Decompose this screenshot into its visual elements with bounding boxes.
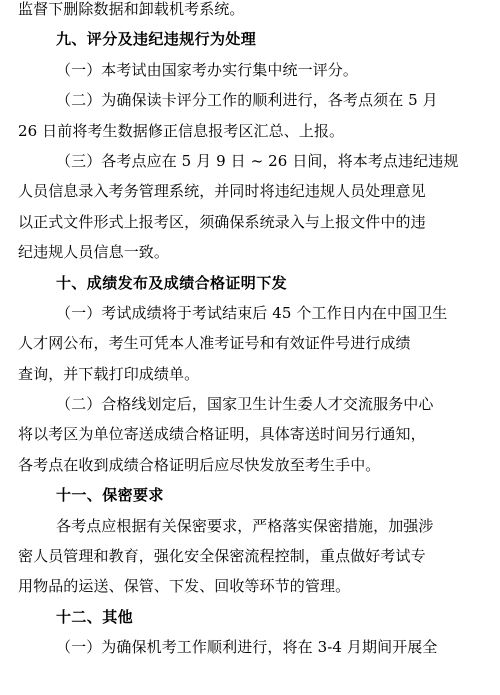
text-line: 查询，并下载打印成绩单。 <box>18 364 200 383</box>
text-line: （一）考试成绩将于考试结束后 45 个工作日内在中国卫生 <box>56 303 448 322</box>
section-heading: 十二、其他 <box>56 607 134 626</box>
text-line: （一）为确保机考工作顺利进行，将在 3-4 月期间开展全 <box>56 638 438 657</box>
text-line: （二）合格线划定后，国家卫生计生委人才交流服务中心 <box>56 395 434 414</box>
document-page <box>18 0 478 663</box>
text-line: 将以考区为单位寄送成绩合格证明，具体寄送时间另行通知， <box>18 425 426 444</box>
text-line: 监督下删除数据和卸载机考系统。 <box>18 0 245 18</box>
text-line: 各考点应根据有关保密要求，严格落实保密措施，加强涉 <box>56 516 434 535</box>
text-line: 人才网公布，考生可凭本人准考证号和有效证件号进行成绩 <box>18 334 411 353</box>
text-line: 密人员管理和教育，强化安全保密流程控制，重点做好考试专 <box>18 547 426 566</box>
text-line: 用物品的运送、保管、下发、回收等环节的管理。 <box>18 577 351 596</box>
text-line: 以正式文件形式上报考区，须确保系统录入与上报文件中的违 <box>18 212 426 231</box>
text-line: （二）为确保读卡评分工作的顺利进行，各考点须在 5 月 <box>56 91 438 110</box>
section-heading: 十、成绩发布及成绩合格证明下发 <box>56 273 288 292</box>
section-heading: 九、评分及违纪违规行为处理 <box>56 30 257 49</box>
text-line: 各考点在收到成绩合格证明后应尽快发放至考生手中。 <box>18 455 381 474</box>
section-heading: 十一、保密要求 <box>56 486 164 505</box>
text-line: 纪违规人员信息一致。 <box>18 243 170 262</box>
text-line: （一）本考试由国家考办实行集中统一评分。 <box>56 60 359 79</box>
text-line: （三）各考点应在 5 月 9 日 ~ 26 日间，将本考点违纪违规 <box>56 151 459 170</box>
text-line: 人员信息录入考务管理系统，并同时将违纪违规人员处理意见 <box>18 182 426 201</box>
text-line: 26 日前将考生数据修正信息报考区汇总、上报。 <box>18 121 345 140</box>
